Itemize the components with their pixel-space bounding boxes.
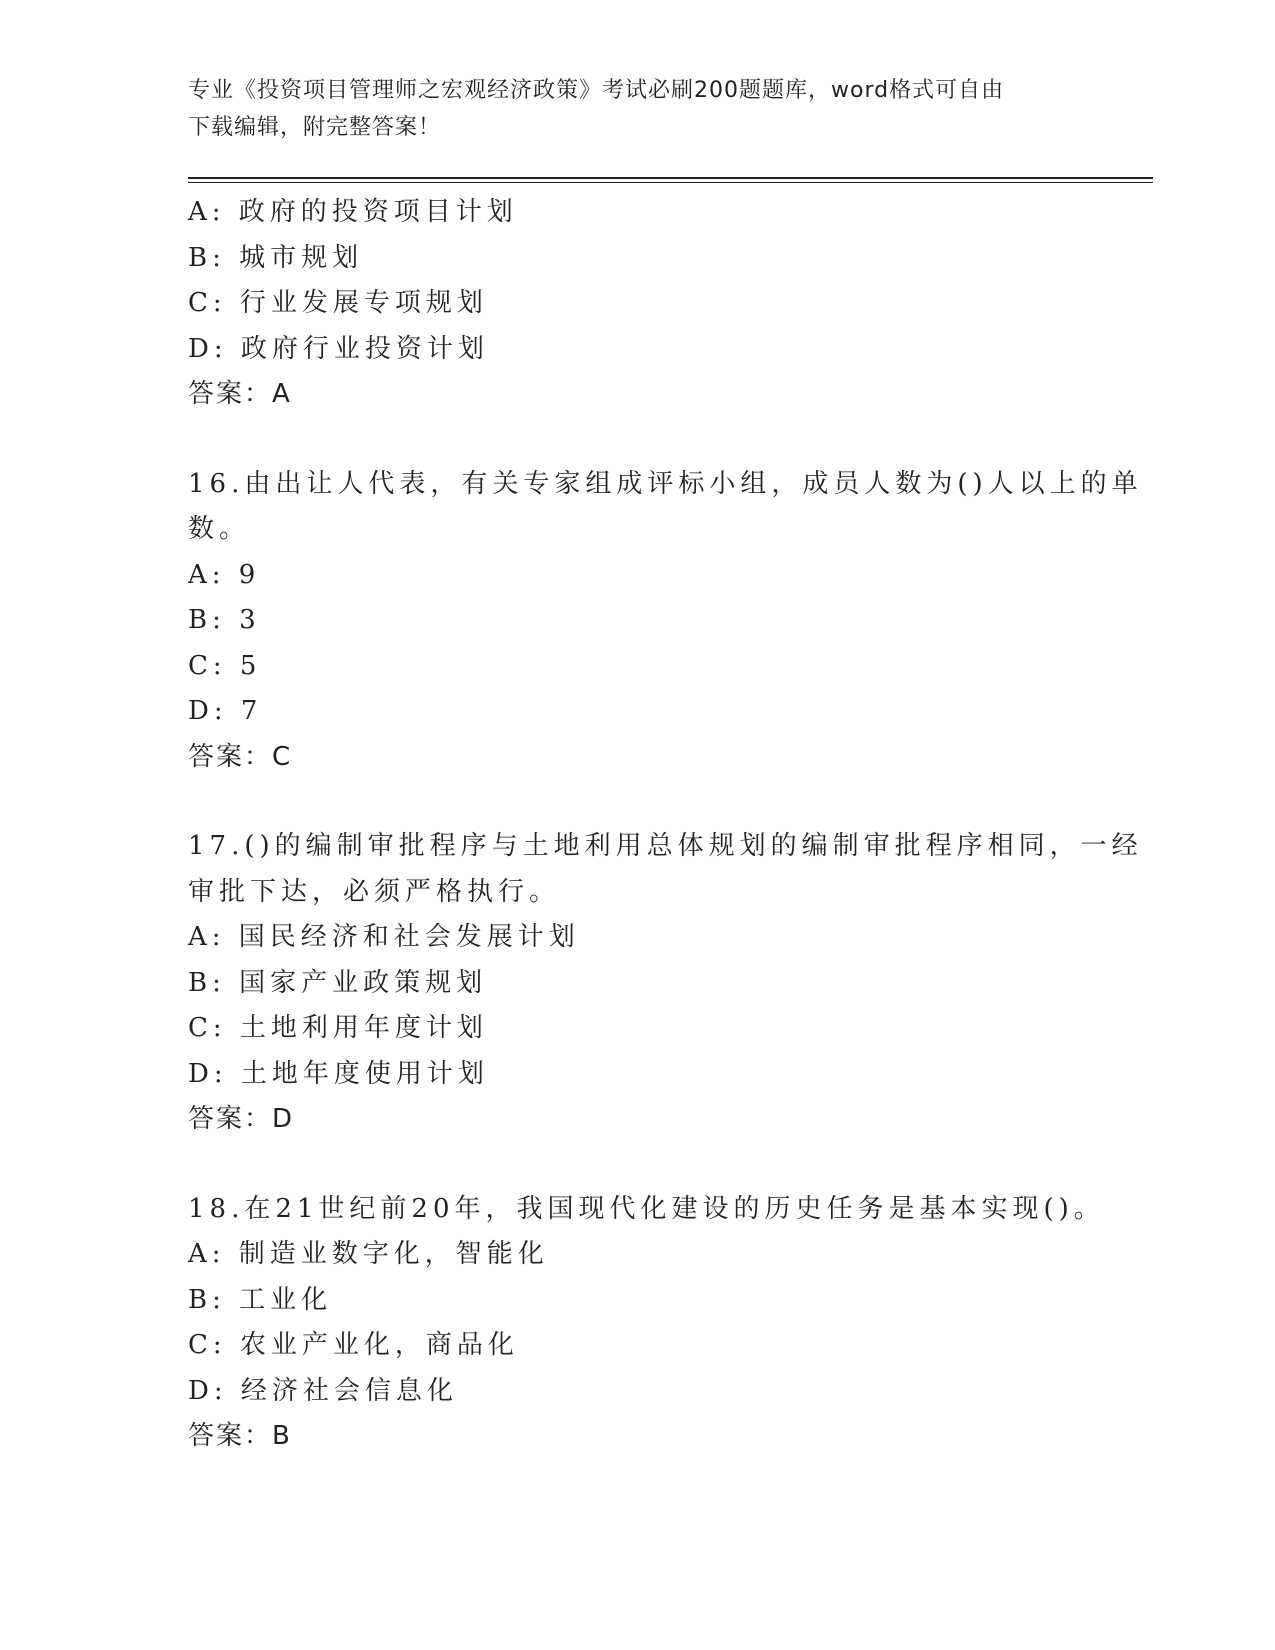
- document-header: [188, 72, 1088, 146]
- header-line-2: 下载编辑，附完整答案！: [188, 115, 442, 140]
- option-d: D: 土地年度使用计划: [188, 1058, 489, 1089]
- question-18: [188, 1187, 1105, 1460]
- option-a: A: 国民经济和社会发展计划: [188, 922, 580, 952]
- option-a: A: 政府的投资项目计划: [188, 197, 518, 227]
- option-d: D: 7: [188, 696, 263, 726]
- option-b: B: 工业化: [188, 1284, 333, 1315]
- answer-line: 答案：D: [188, 1104, 295, 1134]
- answer-line: 答案：C: [188, 741, 293, 772]
- question-stem-line-1: 16.由出让人代表，有关专家组成评标小组，成员人数为()人以上的单: [188, 468, 1143, 499]
- header-line-1: 专业《投资项目管理师之宏观经济政策》考试必刷200题题库，word格式可自由: [188, 78, 1005, 103]
- option-c: C: 5: [188, 650, 262, 681]
- option-c: C: 行业发展专项规划: [188, 288, 488, 318]
- question-stem-line-2: 审批下达，必须严格执行。: [188, 876, 561, 907]
- option-b: B: 城市规划: [188, 242, 364, 273]
- option-c: C: 土地利用年度计划: [188, 1013, 488, 1043]
- option-b: B: 国家产业政策规划: [188, 967, 488, 998]
- option-b: B: 3: [188, 605, 261, 635]
- question-list: [188, 190, 1143, 1460]
- header-rule-thick: [188, 177, 1153, 179]
- option-d: D: 经济社会信息化: [188, 1375, 458, 1406]
- option-a: A: 制造业数字化，智能化: [188, 1239, 549, 1269]
- answer-line: 答案：A: [188, 379, 292, 409]
- question-stem-line-1: 17.()的编制审批程序与土地利用总体规划的编制审批程序相同，一经: [188, 831, 1143, 861]
- option-c: C: 农业产业化，商品化: [188, 1330, 519, 1360]
- question-stem-line-1: 18.在21世纪前20年，我国现代化建设的历史任务是基本实现()。: [188, 1193, 1105, 1224]
- header-rule-thin: [188, 182, 1153, 183]
- option-a: A: 9: [188, 559, 261, 590]
- question-stem-line-2: 数。: [188, 514, 251, 544]
- option-d: D: 政府行业投资计划: [188, 333, 489, 364]
- question-17: [188, 824, 1143, 1143]
- answer-line: 答案：B: [188, 1421, 292, 1451]
- question-16: [188, 462, 1143, 781]
- question-15: [188, 190, 1088, 418]
